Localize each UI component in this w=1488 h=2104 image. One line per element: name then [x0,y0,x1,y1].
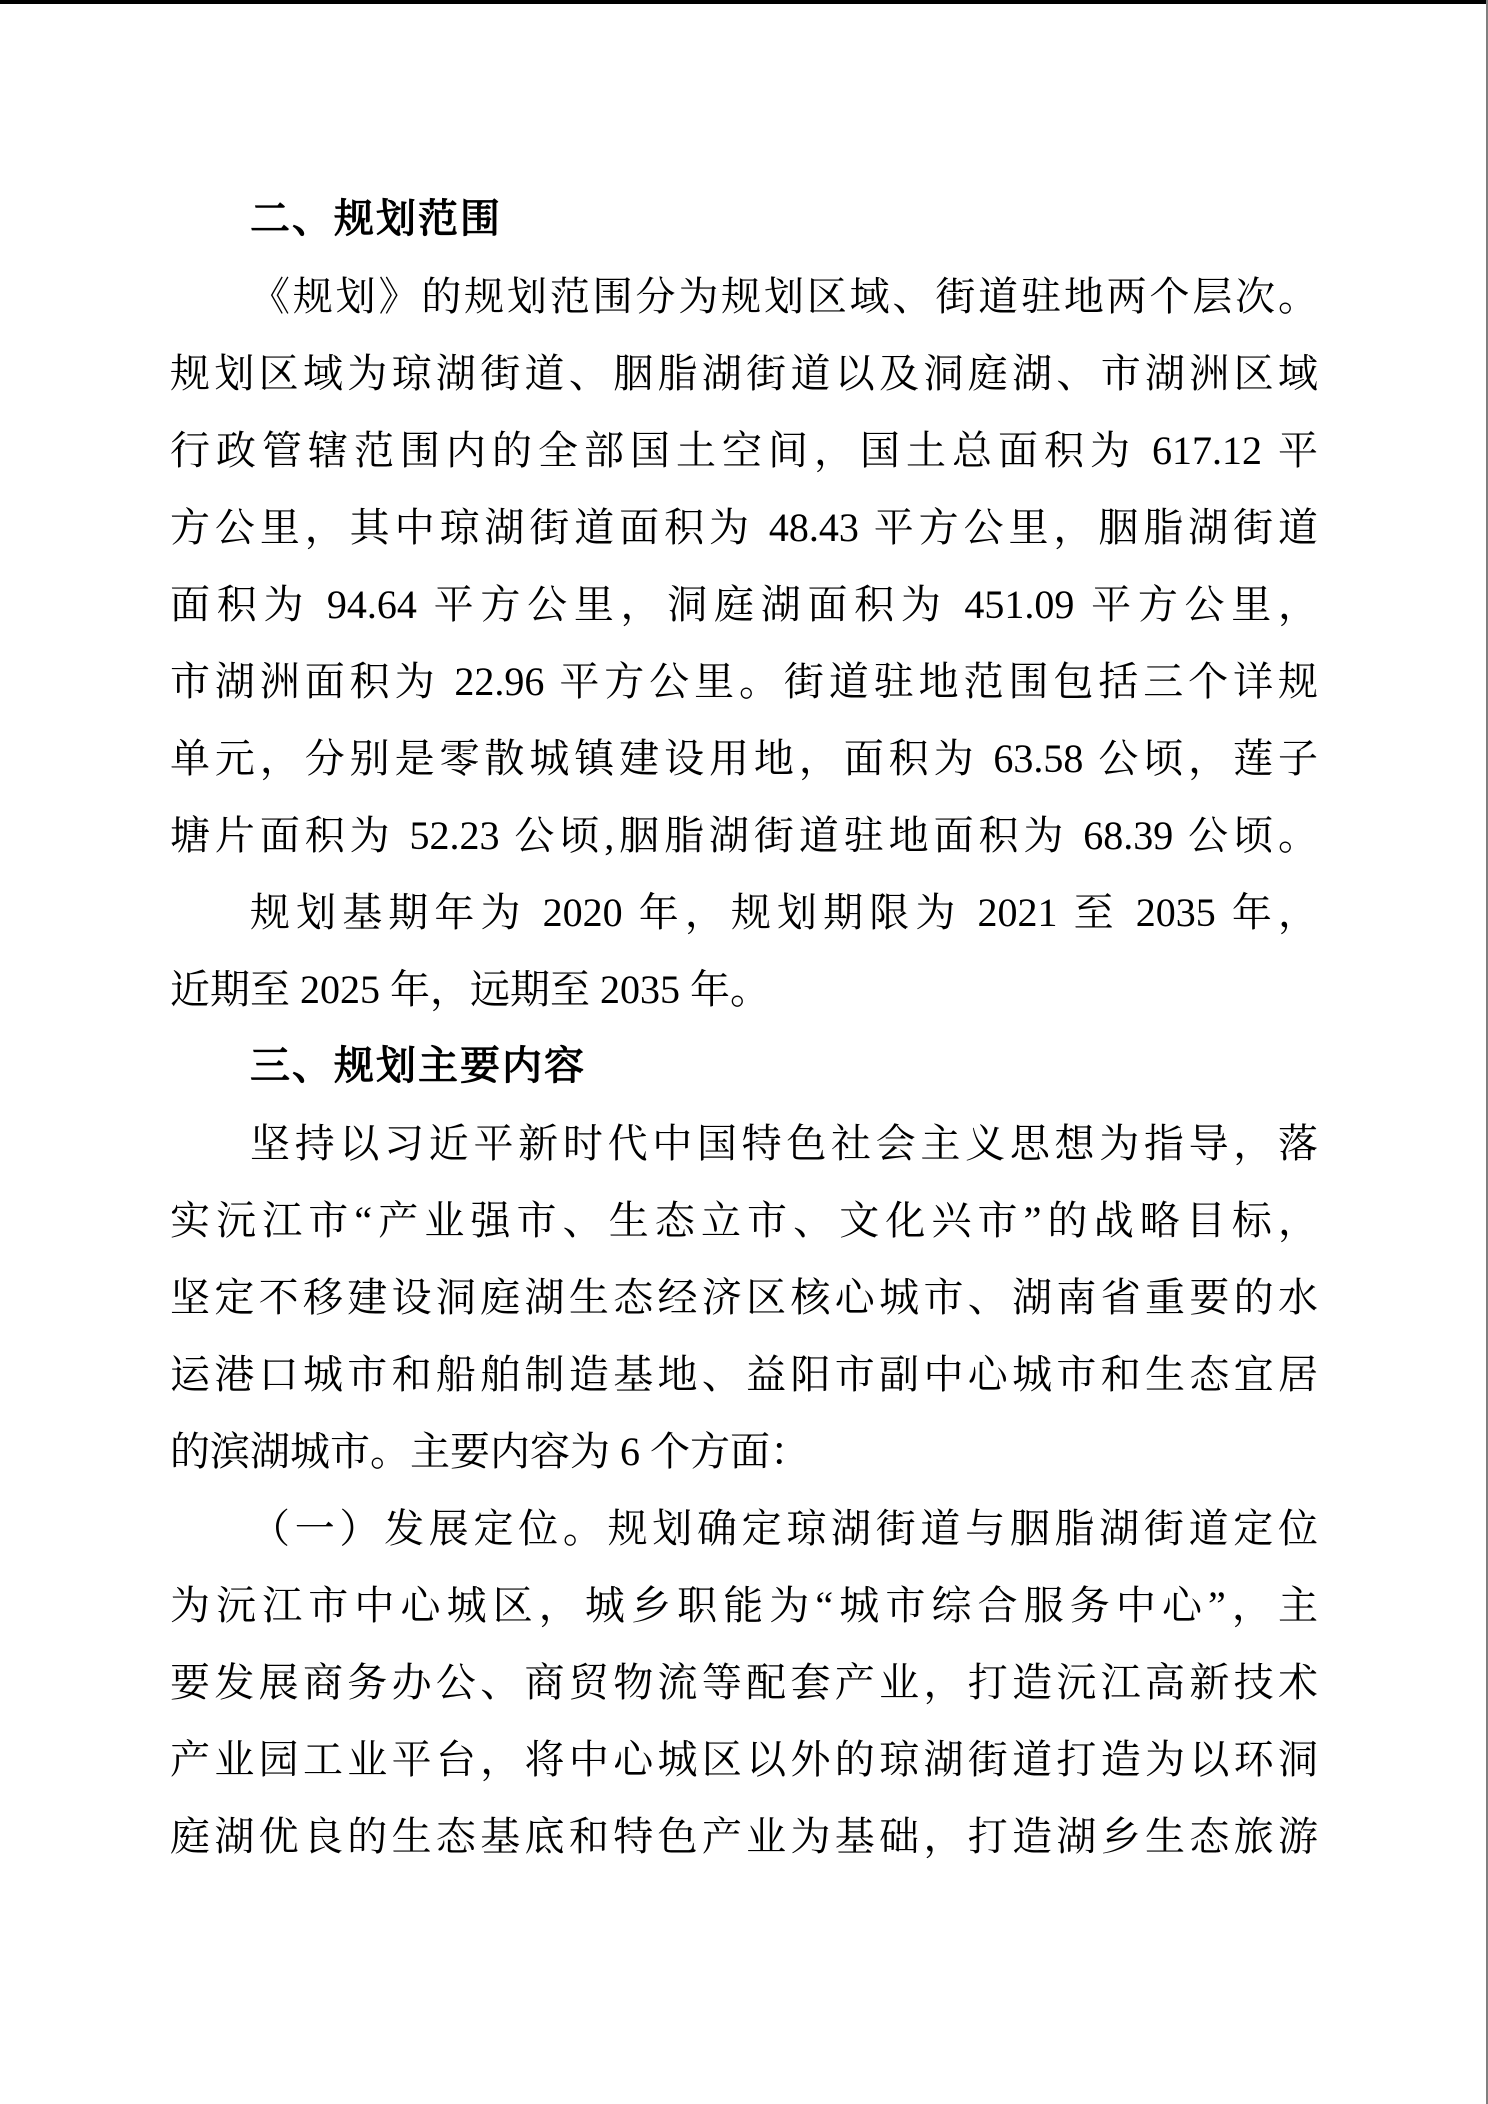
text-line: 行政管辖范围内的全部国土空间，国土总面积为 617.12 平 [170,428,1318,473]
text-line: 坚持以习近平新时代中国特色社会主义思想为指导，落 [250,1121,1318,1166]
text-line: 规划区域为琼湖街道、胭脂湖街道以及洞庭湖、市湖洲区域 [170,351,1318,396]
document-body [170,181,1318,1875]
text-line: 坚定不移建设洞庭湖生态经济区核心城市、湖南省重要的水 [170,1275,1318,1320]
paragraph-planning-scope [170,258,1318,874]
text-line: 运港口城市和船舶制造基地、益阳市副中心城市和生态宜居 [170,1352,1318,1397]
text-line: 单元，分别是零散城镇建设用地，面积为 63.58 公顷，莲子 [170,736,1318,781]
text-line: 市湖洲面积为 22.96 平方公里。街道驻地范围包括三个详规 [170,659,1318,704]
text-line: 方公里，其中琼湖街道面积为 48.43 平方公里，胭脂湖街道 [170,505,1318,550]
text-line: 近期至 2025 年，远期至 2035 年。 [170,967,770,1012]
text-line: 为沅江市中心城区，城乡职能为“城市综合服务中心”，主 [170,1583,1318,1628]
text-line: （一）发展定位。规划确定琼湖街道与胭脂湖街道定位 [250,1506,1318,1551]
paragraph-planning-period [170,874,1318,1028]
page-top-edge [0,0,1488,4]
text-line: 《规划》的规划范围分为规划区域、街道驻地两个层次。 [250,274,1318,319]
text-line: 产业园工业平台，将中心城区以外的琼湖街道打造为以环洞 [170,1737,1318,1782]
section-heading-planning-scope: 二、规划范围 [250,197,502,241]
text-line: 的滨湖城市。主要内容为 6 个方面： [170,1429,810,1474]
text-line: 庭湖优良的生态基底和特色产业为基础，打造湖乡生态旅游 [170,1814,1318,1859]
text-line: 规划基期年为 2020 年，规划期限为 2021 至 2035 年， [250,890,1318,935]
paragraph-guiding-principles [170,1105,1318,1490]
paragraph-development-positioning [170,1490,1318,1875]
section-heading-main-content: 三、规划主要内容 [250,1044,586,1088]
text-line: 塘片面积为 52.23 公顷,胭脂湖街道驻地面积为 68.39 公顷。 [170,813,1318,858]
text-line: 要发展商务办公、商贸物流等配套产业，打造沅江高新技术 [170,1660,1318,1705]
text-line: 实沅江市“产业强市、生态立市、文化兴市”的战略目标， [170,1198,1318,1243]
text-line: 面积为 94.64 平方公里，洞庭湖面积为 451.09 平方公里， [170,582,1318,627]
